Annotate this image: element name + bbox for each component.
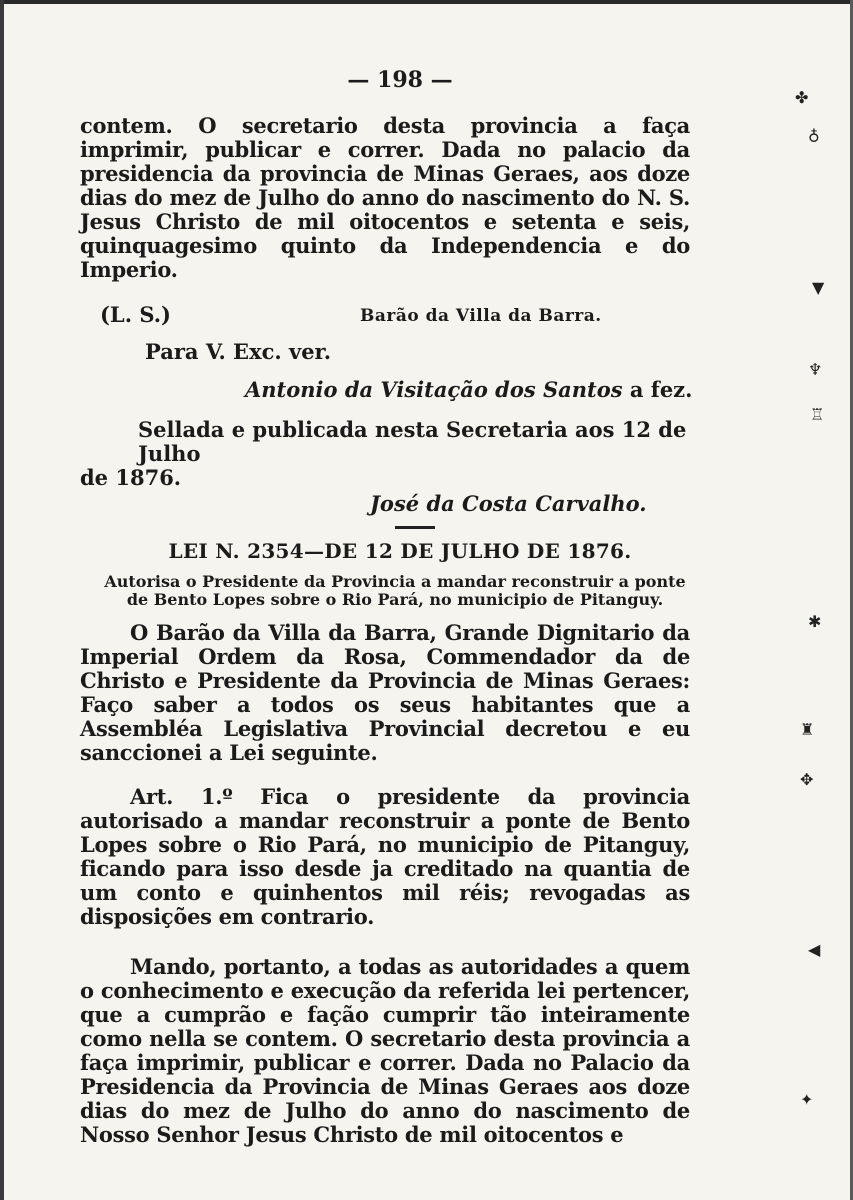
made-by-line xyxy=(245,378,853,402)
made-by-name: Antonio da Visitação dos Santos xyxy=(245,377,623,402)
margin-mark: ♖ xyxy=(810,405,825,424)
seal-mark: (L. S.) xyxy=(100,302,171,327)
closing-paragraph: Mando, portanto, a todas as autoridades a quem o conhecimento e execução da referida lei pertencer, que a cumprão e fação cumprir tão inteiramente como nella se contem. O secretario desta provincia a faça imprimir, publicar e correr. Dada no Palacio da Presidencia da Provincia de Minas Geraes aos doze dias do mez de Julho do anno do nascimento de Nosso Senhor Jesus Christo de mil oitocentos e xyxy=(80,954,690,1147)
page-number: — 198 — xyxy=(347,67,453,93)
margin-mark: ✤ xyxy=(795,88,809,107)
margin-mark: ▼ xyxy=(812,278,825,297)
margin-mark: ♜ xyxy=(800,720,815,739)
para-ver-line: Para V. Exc. ver. xyxy=(145,339,332,364)
signatory-name: Barão da Villa da Barra. xyxy=(360,306,602,326)
secretary-name: José da Costa Carvalho. xyxy=(370,491,647,516)
margin-mark: ✱ xyxy=(808,612,822,631)
page-edge-top xyxy=(0,0,853,4)
law-title: LEI N. 2354—DE 12 DE JULHO DE 1876. xyxy=(168,539,632,563)
document-body xyxy=(80,60,693,1147)
margin-mark: ♁ xyxy=(808,125,820,144)
signature-row xyxy=(80,296,690,328)
margin-mark: ✥ xyxy=(800,770,814,789)
preamble-paragraph: O Barão da Villa da Barra, Grande Dignitario da Imperial Ordem da Rosa, Commendador da de Christo e Presidente da Provincia de Minas Geraes: Faço saber a todos os seus habitantes que a Assembléa Legislativa Provincial decretou e eu sanccionei a Lei seguinte. xyxy=(80,620,690,765)
sealed-line: Sellada e publicada nesta Secretaria aos 12 de Julho xyxy=(138,417,687,466)
article-1: Art. 1.º Fica o presidente da provincia autorisado a mandar reconstruir a ponte de Bento Lopes sobre o Rio Pará, no municipio de Pitanguy, ficando para isso desde ja creditado na quantia de um conto e quinhentos mil réis; revogadas as disposições em contrario. xyxy=(80,784,690,929)
margin-mark: ◀ xyxy=(808,940,821,959)
continuation-paragraph: contem. O secretario desta provincia a faça imprimir, publicar e correr. Dada no palacio da presidencia da provincia de Minas Geraes, aos doze dias do mez de Julho do anno do nascimento do N. S. Jesus Christo de mil oitocentos e setenta e seis, quinquagesimo quinto da Independencia e do Imperio. xyxy=(80,113,690,282)
margin-mark: ✦ xyxy=(800,1090,814,1109)
made-by-suffix: a fez. xyxy=(622,377,693,402)
law-summary: Autorisa o Presidente da Provincia a mandar reconstruir a ponte de Bento Lopes sobre o Rio Pará, no municipio de Pitanguy. xyxy=(104,572,686,609)
page-edge-left xyxy=(0,0,4,1200)
margin-mark: ♆ xyxy=(808,360,823,379)
sealed-date: de 1876. xyxy=(80,465,182,490)
section-divider xyxy=(395,526,435,529)
